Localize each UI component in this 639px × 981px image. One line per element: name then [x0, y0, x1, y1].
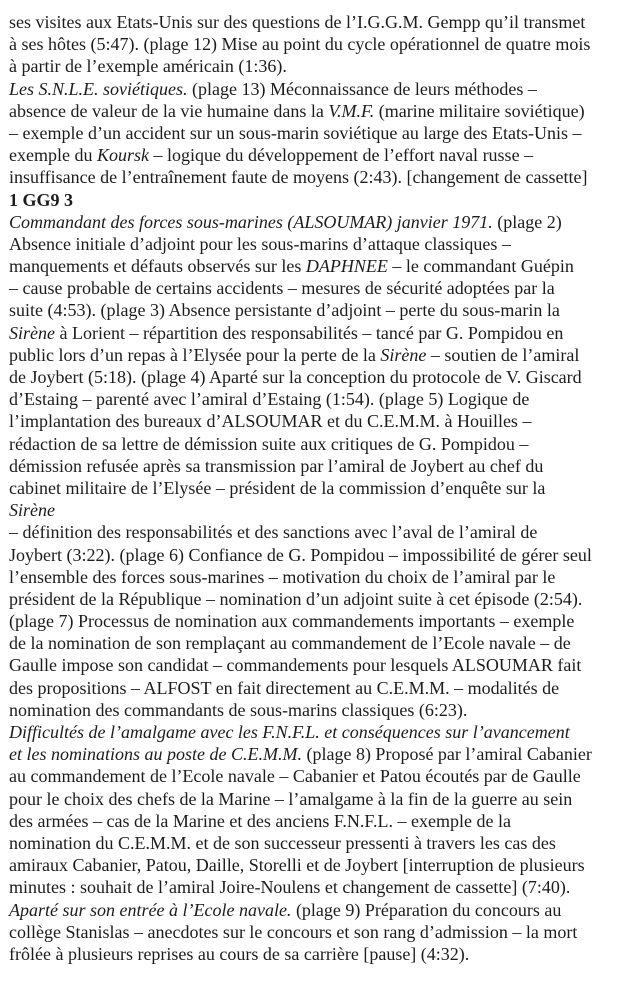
text-run: à partir de l’exemple américain (1:36).: [9, 56, 287, 77]
text-run: (plage 13) Méconnaissance de leurs méthodes –: [187, 78, 537, 99]
text-line: [9, 366, 635, 388]
text-line: [9, 388, 635, 410]
text-line: [9, 499, 635, 521]
text-run: minutes : souhait de l’amiral Joire-Noulens et changement de cassette] (7:40).: [9, 877, 571, 898]
text-run: ses visites aux Etats-Unis sur des questions de l’I.G.G.M. Gempp qu’il transmet: [9, 12, 586, 32]
text-run: au commandement de l’Ecole navale – Cabanier et Patou écoutés par de Gaulle: [9, 766, 581, 787]
text-run: Commandant des forces sous-marines (ALSOUMAR) janvier 1971.: [9, 211, 493, 232]
text-run: Joybert (3:22). (plage 6) Confiance de G. Pompidou – impossibilité de gérer seul: [9, 544, 592, 565]
text-run: frôlée à plusieurs reprises au cours de sa carrière [pause] (4:32).: [9, 943, 470, 964]
text-run: manquements et défauts observés sur les: [9, 256, 306, 277]
text-run: – exemple d’un accident sur un sous-marin soviétique au large des Etats-Unis –: [9, 122, 582, 143]
text-line: [9, 654, 635, 676]
text-line: [9, 721, 635, 743]
text-line: [9, 943, 635, 965]
text-line: [9, 632, 635, 654]
text-run: et les nominations au poste de C.E.M.M.: [9, 744, 302, 765]
text-run: président de la République – nomination d’un adjoint suite à cet épisode (2:54).: [9, 588, 583, 609]
text-run: insuffisance de l’entraînement faute de moyens (2:43). [changement de cassette]: [9, 167, 588, 188]
text-run: rédaction de sa lettre de démission suite aux critiques de G. Pompidou –: [9, 433, 529, 454]
text-run: Sirène: [9, 322, 55, 343]
text-line: [9, 166, 635, 188]
text-line: [9, 788, 635, 810]
text-run: de la nomination de son remplaçant au commandement de l’Ecole navale – de: [9, 633, 571, 654]
text-run: (plage 2): [492, 211, 562, 232]
text-line: [9, 144, 635, 166]
text-line: [9, 277, 635, 299]
text-run: Koursk: [96, 145, 149, 166]
text-run: – définition des responsabilités et des sanctions avec l’aval de l’amiral de: [9, 522, 538, 543]
text-block: [9, 11, 635, 965]
text-line: [9, 477, 635, 499]
text-run: l’ensemble des forces sous-marines – motivation du choix de l’amiral par le: [9, 566, 556, 587]
text-line: [9, 610, 635, 632]
text-run: (plage 9) Préparation du concours au: [291, 899, 562, 920]
text-line: [9, 410, 635, 432]
text-line: [9, 765, 635, 787]
text-run: l’implantation des bureaux d’ALSOUMAR et du C.E.M.M. à Houilles –: [9, 411, 532, 432]
text-run: des propositions – ALFOST en fait directement au C.E.M.M. – modalités de: [9, 677, 560, 698]
text-line: [9, 566, 635, 588]
text-run: Gaulle impose son candidat – commandements pour lesquels ALSOUMAR fait: [9, 655, 582, 676]
text-line: [9, 677, 635, 699]
text-run: – soutien de l’amiral: [426, 344, 580, 365]
text-line: [9, 699, 635, 721]
text-run: V.M.F.: [328, 100, 375, 121]
text-line: [9, 921, 635, 943]
text-run: amiraux Cabanier, Patou, Daille, Storelli et de Joybert [interruption de plusieurs: [9, 855, 585, 876]
text-line: [9, 344, 635, 366]
text-line: [9, 899, 635, 921]
text-line: [9, 322, 635, 344]
text-line: [9, 876, 635, 898]
text-line: [9, 55, 635, 77]
text-run: à Lorient – répartition des responsabilités – tancé par G. Pompidou en: [54, 322, 564, 343]
text-run: à ses hôtes (5:47). (plage 12) Mise au point du cycle opérationnel de quatre mois: [9, 34, 591, 55]
text-line: [9, 521, 635, 543]
text-run: exemple du: [9, 145, 97, 166]
text-run: d’Estaing – parenté avec l’amiral d’Estaing (1:54). (plage 5) Logique de: [9, 389, 530, 410]
text-run: Les S.N.L.E. soviétiques.: [9, 78, 188, 99]
text-run: Aparté sur son entrée à l’Ecole navale.: [9, 899, 292, 920]
text-run: pour le choix des chefs de la Marine – l’amalgame à la fin de la guerre au sein: [9, 788, 573, 809]
text-line: [9, 810, 635, 832]
text-line: [9, 433, 635, 455]
text-run: public lors d’un repas à l’Elysée pour la perte de la: [9, 344, 381, 365]
text-run: (marine militaire soviétique): [374, 100, 585, 121]
text-line: [9, 211, 635, 233]
text-line: [9, 78, 635, 100]
text-line: [9, 189, 635, 211]
text-run: DAPHNEE: [305, 256, 388, 277]
text-run: Absence initiale d’adjoint pour les sous-marins d’attaque classiques –: [9, 233, 511, 254]
text-run: Difficultés de l’amalgame avec les F.N.F.L. et conséquences sur l’avancement: [9, 722, 570, 742]
text-run: de Joybert (5:18). (plage 4) Aparté sur la conception du protocole de V. Giscard: [9, 367, 582, 387]
text-run: démission refusée après sa transmission par l’amiral de Joybert au chef du: [9, 455, 544, 476]
text-line: [9, 455, 635, 477]
text-line: [9, 299, 635, 321]
text-line: [9, 233, 635, 255]
text-run: Sirène: [380, 344, 427, 365]
text-run: nomination des commandants de sous-marins classiques (6:23).: [9, 699, 468, 720]
text-run: – logique du développement de l’effort naval russe –: [149, 145, 534, 166]
text-run: Sirène: [9, 500, 55, 521]
text-line: [9, 544, 635, 566]
text-line: [9, 122, 635, 144]
text-run: (plage 8) Proposé par l’amiral Cabanier: [301, 744, 592, 765]
text-line: [9, 588, 635, 610]
text-run: absence de valeur de la vie humaine dans la: [9, 100, 329, 121]
text-line: [9, 255, 635, 277]
text-run: suite (4:53). (plage 3) Absence persistante d’adjoint – perte du sous-marin la: [9, 300, 560, 321]
text-run: – le commandant Guépin: [387, 256, 574, 277]
text-line: [9, 11, 635, 33]
text-run: des armées – cas de la Marine et des anciens F.N.F.L. – exemple de la: [9, 810, 511, 831]
text-run: collège Stanislas – anecdotes sur le concours et son rang d’admission – la mort: [9, 921, 578, 942]
text-line: [9, 854, 635, 876]
text-run: 1 GG9 3: [9, 189, 74, 210]
text-run: nomination du C.E.M.M. et de son successeur pressenti à travers les cas des: [9, 832, 556, 853]
text-line: [9, 832, 635, 854]
text-line: [9, 33, 635, 55]
text-run: cabinet militaire de l’Elysée – président de la commission d’enquête sur la: [9, 477, 546, 498]
text-line: [9, 743, 635, 765]
text-run: (plage 7) Processus de nomination aux commandements importants – exemple: [9, 611, 575, 632]
text-line: [9, 100, 635, 122]
text-run: – cause probable de certains accidents – mesures de sécurité adoptées par la: [9, 278, 555, 299]
